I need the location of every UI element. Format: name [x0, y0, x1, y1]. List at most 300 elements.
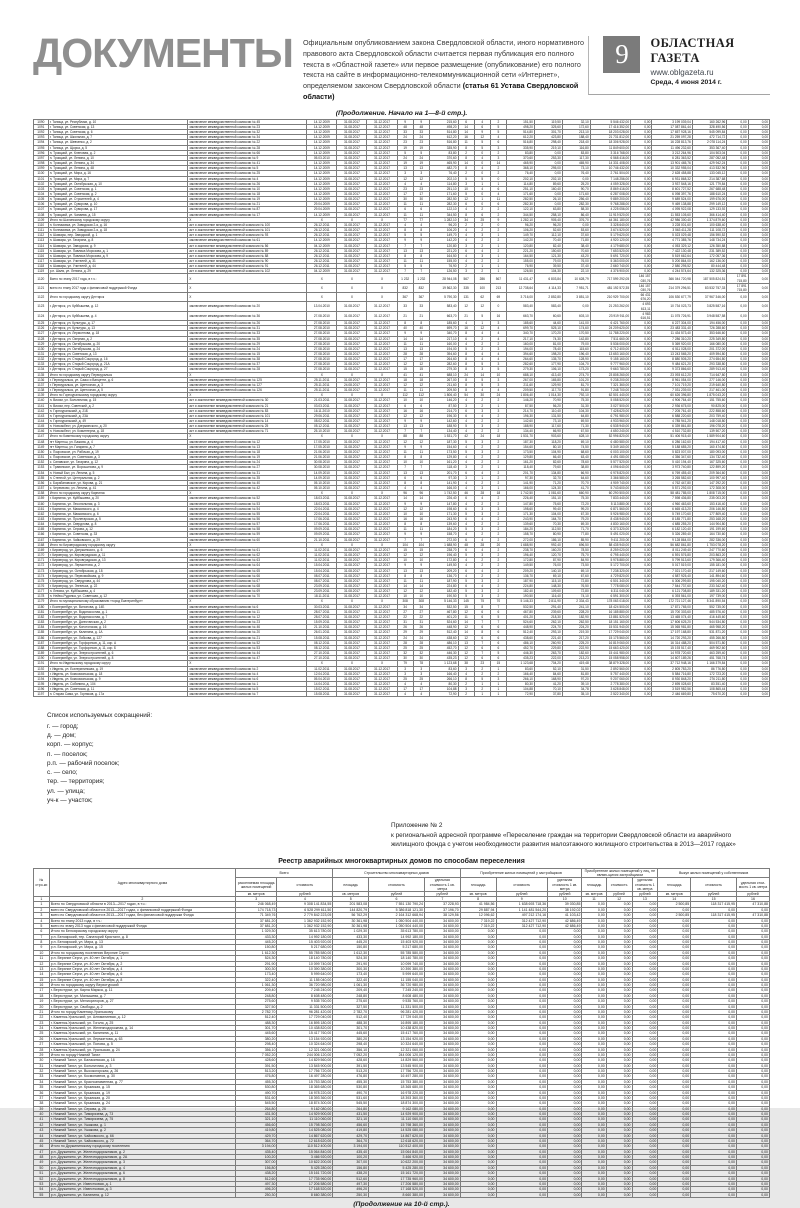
table-cell: 7 — [490, 620, 506, 625]
table-cell: 17 416 352,00 — [590, 124, 630, 129]
table-cell: 12 — [458, 302, 474, 311]
table-cell: 4 244 574,64 — [652, 269, 692, 274]
table-cell: 33 — [34, 1074, 50, 1079]
table-cell: 472 714,72 — [692, 135, 727, 140]
table-cell: 1 — [490, 269, 506, 274]
table-cell: Итого по городу Нижний Тагил — [49, 1052, 235, 1057]
table-cell: 0,00 — [582, 1079, 606, 1084]
table-cell: 8 — [413, 321, 429, 326]
table-cell: 0,00 — [658, 1187, 691, 1192]
table-cell: 38 — [34, 1101, 50, 1106]
table-cell: 75,70 — [562, 553, 590, 558]
table-cell: 4 693 613,11 — [631, 302, 652, 311]
table-cell: 96 — [413, 491, 429, 496]
table-cell: 0,00 — [691, 999, 737, 1004]
table-cell: 134 732,40 — [692, 455, 727, 460]
table-cell: 456,60 — [235, 1122, 277, 1127]
table-cell: 31.08.2017 — [337, 604, 367, 609]
table-cell: 100,20 — [235, 1155, 277, 1160]
table-cell: 0,00 — [748, 351, 769, 356]
table-cell: 27.08.2010 — [307, 336, 337, 341]
table-cell: 0,00 — [727, 145, 748, 150]
table-cell: 262,50 — [562, 620, 590, 625]
table-cell: 12 321 060,00 — [369, 1047, 425, 1052]
table-cell: 263,70 — [534, 651, 562, 656]
table-cell: 188,40 — [562, 135, 590, 140]
table-cell: 0,00 — [737, 1128, 770, 1133]
table-cell: 1 808 715,00 — [692, 491, 727, 496]
table-cell: 8 — [458, 388, 474, 393]
table-cell: 0,00 — [632, 1117, 658, 1122]
table-cell: 4 587 925,40 — [652, 573, 692, 578]
table-cell: 114,80 — [507, 181, 535, 186]
table-cell: 3 — [413, 671, 429, 676]
table-cell: заключение межведомственной комиссии № 7 — [188, 692, 307, 697]
table-cell: 0,00 — [737, 907, 770, 912]
table-cell: 0,00 — [631, 393, 652, 398]
table-cell: 24 — [34, 1026, 50, 1031]
table-cell: 31.08.2017 — [337, 212, 367, 217]
table-cell: 31.12.2017 — [367, 635, 397, 640]
table-cell: 8 608 480,00 — [277, 993, 333, 998]
table-cell: 225 349,80 — [692, 336, 727, 341]
table-cell: 4 225 056,00 — [590, 207, 630, 212]
table-cell: г. Екатеринбург, ул. Торфорезов, д. 11, кор. Б — [48, 645, 188, 650]
table-cell: 43 — [34, 1128, 50, 1133]
table-cell: 55 785 580,00 — [369, 950, 425, 955]
table-cell: 25 — [397, 676, 413, 681]
table-cell: 0,00 — [460, 1171, 496, 1176]
table-cell: 12 321 060,00 — [277, 1047, 333, 1052]
table-cell: 10 — [458, 186, 474, 191]
table-cell: 13 — [413, 248, 429, 253]
table-cell: 12 — [458, 609, 474, 614]
table-header-cell: Приобретение жилых помещений у лиц, не являю-щихся застройщиком — [582, 869, 658, 878]
table-cell: 2 — [490, 573, 506, 578]
table-cell: 514,80 — [429, 130, 458, 135]
table-cell: 31.12.2017 — [367, 573, 397, 578]
table-cell: 0,00 — [632, 1020, 658, 1025]
table-cell: 108 865,44 — [692, 687, 727, 692]
table-cell: 76,00 — [534, 563, 562, 568]
table-cell: 0,00 — [658, 1155, 691, 1160]
table-cell: 202,10 — [429, 176, 458, 181]
table-cell: 34 600,00 — [424, 940, 460, 945]
table-cell: 0,00 — [737, 950, 770, 955]
table-cell: 31.08.2017 — [337, 321, 367, 326]
table-cell: 0,00 — [548, 1063, 582, 1068]
table-cell: г. Нижний Тагил, ул. Крымская, д. 20 — [49, 1095, 235, 1100]
table-cell: 1177 — [34, 589, 49, 594]
table-cell: 39,10 — [562, 681, 590, 686]
table-cell: заключение межведомственной комиссии № 45 — [188, 119, 307, 124]
page-number: 9 — [603, 36, 640, 73]
table-cell: 8 — [458, 155, 474, 160]
table-cell: Итого по городскому округу Карпинск — [48, 491, 188, 496]
table-cell: 9 — [413, 563, 429, 568]
table-cell: 0,00 — [534, 202, 562, 207]
table-cell: 81,80 — [562, 671, 590, 676]
table-cell: 250,30 — [235, 1192, 277, 1197]
table-cell: 0,00 — [748, 217, 769, 222]
table-cell: 0,00 — [548, 1004, 582, 1009]
table-cell: 4 059 328,00 — [590, 181, 630, 186]
table-cell: 39 — [34, 1106, 50, 1111]
table-cell: 429 942,24 — [692, 161, 727, 166]
table-cell: 117,60 — [534, 424, 562, 429]
table-cell: 34 600,00 — [424, 983, 460, 988]
table-cell: 0,00 — [631, 413, 652, 418]
table-cell: 21 — [458, 311, 474, 320]
table-cell: 31.08.2017 — [337, 449, 367, 454]
table-cell: 545 099,84 — [692, 130, 727, 135]
table-cell: 0,00 — [632, 1187, 658, 1192]
table-cell: 14 — [397, 584, 413, 589]
table-cell: 2 — [474, 403, 490, 408]
table-cell: г. Нижний Тагил, ул. Космонавтов, д. 30 — [49, 1074, 235, 1079]
table-cell: 325,60 — [534, 124, 562, 129]
table-cell: 1175 — [34, 578, 49, 583]
table-cell: 446,30 — [507, 651, 535, 656]
table-cell: 77 — [397, 217, 413, 222]
table-cell: 34 600,00 — [424, 1176, 460, 1181]
table-cell: 0,00 — [496, 1187, 548, 1192]
table-cell: 18 — [34, 993, 50, 998]
table-cell: 31.12.2017 — [367, 119, 397, 124]
table-cell: 12 — [413, 439, 429, 444]
annex-line: к региональной адресной программе «Переселение граждан на территории Свердловской области из аварийного — [391, 831, 732, 839]
table-cell: 2 — [474, 228, 490, 233]
table-cell: 34 600,00 — [424, 1079, 460, 1084]
table-cell: 0,00 — [691, 1079, 737, 1084]
table-cell: 1184 — [34, 625, 49, 630]
table-cell: 14.12.2009 — [307, 135, 337, 140]
table-cell: 0,00 — [460, 1026, 496, 1031]
table-cell: 2 — [474, 532, 490, 537]
table-cell: 8 — [413, 522, 429, 527]
table-cell: 30 — [474, 393, 490, 398]
table-cell: 1195 — [34, 681, 49, 686]
table-cell: 3 — [474, 408, 490, 413]
table-cell: 0,00 — [748, 311, 769, 320]
table-cell: 2 446 669,80 — [652, 692, 692, 697]
table-cell: 7 551 130 790,24 — [369, 902, 425, 907]
table-cell: 13 — [413, 470, 429, 475]
table-cell: 18 140 780,00 — [369, 956, 425, 961]
table-cell: 0,00 — [606, 1063, 632, 1068]
table-cell: 6 311 040,00 — [590, 589, 630, 594]
table-cell: 12 — [474, 326, 490, 331]
table-cell: 147,80 — [429, 501, 458, 506]
table-cell: г. Ивдель, ул. Комсомольская, д. 9 — [48, 676, 188, 681]
table-cell: 0,00 — [631, 197, 652, 202]
table-cell: 0,00 — [606, 956, 632, 961]
table-cell: 0,00 — [632, 1149, 658, 1154]
table-cell: 335 — [458, 283, 474, 292]
table-cell: 31.12.2017 — [367, 640, 397, 645]
table-cell: 0,00 — [748, 388, 769, 393]
table-cell: 0,00 — [632, 1074, 658, 1079]
table-cell: 0,00 — [727, 424, 748, 429]
table-cell: г. Нижний Тагил, ул. Тимирязева, д. 75 — [49, 1117, 235, 1122]
table-cell: заключение межведомственной комиссии № 18 — [188, 191, 307, 196]
table-cell: 12.04.2011 — [307, 671, 337, 676]
table-header-cell: 13 — [632, 897, 658, 902]
table-cell: заключение межведомственной комиссии № 42 — [188, 486, 307, 491]
table-cell: 1 875 043,20 — [692, 393, 727, 398]
table-cell: 0,00 — [748, 614, 769, 619]
table-cell: 0,00 — [631, 382, 652, 387]
table-cell: 0,00 — [727, 419, 748, 424]
abbreviation-item: уч-к — участок; — [47, 796, 93, 804]
table-cell: 18 306 928,00 — [590, 140, 630, 145]
table-cell: X — [367, 599, 397, 604]
table-cell: 0,00 — [727, 293, 748, 302]
table-cell: 221,20 — [429, 248, 458, 253]
table-cell: 340,70 — [507, 331, 535, 336]
table-cell: 1 — [490, 692, 506, 697]
table-cell: 112,50 — [534, 527, 562, 532]
table-cell: 0,00 — [658, 1101, 691, 1106]
table-cell: 282,60 — [507, 362, 535, 367]
table-cell: 118 317 415,95 — [691, 902, 737, 907]
table-cell: 7 — [413, 429, 429, 434]
table-cell: 0,00 — [737, 1058, 770, 1063]
table-cell: 34 600,00 — [424, 918, 460, 923]
table-cell: 31.08.2017 — [337, 671, 367, 676]
table-cell: 17 891 715,80 — [727, 274, 748, 283]
table-cell: 7 248 700,00 — [590, 388, 630, 393]
table-cell: 9 308 141 834,55 — [277, 902, 333, 907]
table-cell: X — [188, 217, 307, 222]
table-cell: 14.12.2009 — [307, 145, 337, 150]
table-cell: 31.12.2017 — [367, 145, 397, 150]
table-cell: 1101 — [34, 176, 49, 181]
table-cell: 0,00 — [691, 993, 737, 998]
table-cell: Итого по Кировградскому городскому округу — [48, 542, 188, 547]
table-cell: 27.08.2010 — [307, 311, 337, 320]
table-cell: 164,50 — [507, 253, 535, 258]
table-cell: 0,00 — [631, 207, 652, 212]
table-cell: 28 — [34, 1047, 50, 1052]
table-cell: Всего по этапу 2017 года, в т.ч.: — [48, 274, 188, 283]
table-cell: 6 — [458, 408, 474, 413]
table-cell: 0,00 — [548, 977, 582, 982]
table-cell: 0,00 — [691, 1074, 737, 1079]
table-cell: 29.04.2009 — [307, 207, 337, 212]
table-cell: 70,40 — [534, 238, 562, 243]
table-cell: 0,00 — [606, 929, 632, 934]
table-cell: г. Первоуральск, ул. Сакко и Ванцетти, д. 6 — [48, 377, 188, 382]
table-cell: 2 — [490, 578, 506, 583]
table-cell: 0,00 — [748, 506, 769, 511]
table-cell: 12 — [413, 506, 429, 511]
table-cell: 165,80 — [534, 377, 562, 382]
table-cell: 31.08.2017 — [337, 573, 367, 578]
table-cell: 31.08.2017 — [337, 166, 367, 171]
table-cell: 40 — [413, 326, 429, 331]
table-cell: заключение межведомственной комиссии № 22 — [188, 140, 307, 145]
table-cell: 14 — [458, 124, 474, 129]
table-cell: 31.08.2017 — [337, 145, 367, 150]
table-cell: 28 944,08 — [429, 274, 458, 283]
table-cell: 0,00 — [606, 1171, 632, 1176]
table-header-cell: 12 — [606, 897, 632, 902]
table-cell: акт и заключение межведомственной комиссии № 25 — [188, 424, 307, 429]
table-cell: 0,00 — [606, 1015, 632, 1020]
table-cell: 22 — [397, 614, 413, 619]
table-cell: 5 — [474, 377, 490, 382]
table-cell: 31.08.2017 — [337, 331, 367, 336]
table-cell: 15.08.2011 — [307, 692, 337, 697]
table-cell: заключение межведомственной комиссии № 60 — [188, 537, 307, 542]
table-cell: 2 — [474, 444, 490, 449]
table-cell: п. Левиха, ул. Куйбышева, д. 4 — [48, 589, 188, 594]
table-cell: 0,00 — [631, 666, 652, 671]
table-cell: 17 756 720,00 — [277, 1069, 333, 1074]
table-cell: 2 — [490, 150, 506, 155]
table-cell: 344,50 — [507, 212, 535, 217]
table-cell: 0,00 — [748, 527, 769, 532]
table-cell: 4 — [397, 486, 413, 491]
table-cell: 11 110 060,00 — [277, 1117, 333, 1122]
table-cell: 512,60 — [333, 1176, 369, 1181]
table-cell: 25.11.2011 — [307, 388, 337, 393]
table-cell: 455 266,80 — [692, 635, 727, 640]
table-cell: р.п. Дружинино, ул. Железнодорожников, д. 6 — [49, 1171, 235, 1176]
table-cell: 83,60 — [429, 666, 458, 671]
table-cell: г. Карпинск, ул. Пролетарская, д. 5 — [48, 516, 188, 521]
table-cell: 111 108,72 — [692, 228, 727, 233]
table-cell: 21 — [397, 311, 413, 320]
table-cell: 0,00 — [727, 532, 748, 537]
table-cell: 2 — [474, 243, 490, 248]
table-cell: 3 — [474, 424, 490, 429]
table-cell: 4 — [490, 388, 506, 393]
table-cell: 3 316 768,00 — [590, 150, 630, 155]
table-cell: 14 — [413, 584, 429, 589]
table-cell: 0,00 — [632, 945, 658, 950]
table-cell: 238,70 — [429, 547, 458, 552]
table-cell: 321,10 — [333, 1117, 369, 1122]
page-header — [33, 30, 770, 103]
table-cell: 583,40 — [534, 302, 562, 311]
table-cell: 3 — [458, 269, 474, 274]
table-cell: 24 — [413, 155, 429, 160]
table-cell: 0,00 — [737, 1095, 770, 1100]
table-cell: 31.08.2017 — [337, 403, 367, 408]
table-cell: 0,00 — [727, 563, 748, 568]
table-cell: 5 999 640,00 — [369, 972, 425, 977]
table-cell: 62 — [474, 293, 490, 302]
table-cell: акт и заключение межведомственной комиссии № 71 — [188, 429, 307, 434]
paper-info — [650, 36, 770, 86]
table-cell: 34 600,00 — [424, 961, 460, 966]
table-cell: 203 759,40 — [692, 413, 727, 418]
table-cell: 56,20 — [534, 403, 562, 408]
table-cell: 0,00 — [460, 1085, 496, 1090]
table-cell: 0,00 — [582, 1112, 606, 1117]
table-cell: 0,00 — [727, 253, 748, 258]
table-cell: 34 600,00 — [424, 999, 460, 1004]
table-cell: 2 778 380,00 — [590, 681, 630, 686]
table-cell: 187,90 — [507, 578, 535, 583]
table-cell: 476,80 — [235, 1074, 277, 1079]
table-cell: 300,30 — [235, 966, 277, 971]
table-cell: 0,00 — [496, 972, 548, 977]
table-cell: 2 — [490, 171, 506, 176]
table-cell: 8 660 380,00 — [277, 1192, 333, 1197]
table-cell: 0,00 — [460, 1042, 496, 1047]
table-cell: 1 — [490, 465, 506, 470]
table-cell: 1168 — [34, 542, 49, 547]
table-cell: 84,90 — [562, 558, 590, 563]
table-cell: заключение межведомственной комиссии № 31 — [188, 326, 307, 331]
table-cell: 0,00 — [632, 983, 658, 988]
table-cell: 16 — [413, 408, 429, 413]
table-cell: 56 682 861,80 — [652, 542, 692, 547]
table-cell: заключение межведомственной комиссии № 35 — [188, 336, 307, 341]
table-cell: 133 045,12 — [692, 171, 727, 176]
table-cell: 3 — [458, 475, 474, 480]
table-cell: 158,70 — [507, 532, 535, 537]
table-cell: 31.12.2017 — [367, 181, 397, 186]
table-cell: 17.05.2010 — [307, 439, 337, 444]
table-cell: 0,00 — [727, 527, 748, 532]
table-cell: 0,00 — [748, 413, 769, 418]
table-cell: 78,60 — [562, 460, 590, 465]
table-cell: 122,10 — [507, 207, 535, 212]
table-cell: 9 — [413, 444, 429, 449]
table-cell: 0,00 — [658, 1031, 691, 1036]
table-cell: 0,00 — [606, 1106, 632, 1111]
table-cell: 55 — [34, 1192, 50, 1197]
table-cell: 0,00 — [727, 614, 748, 619]
table-cell: 456,60 — [333, 1122, 369, 1127]
table-cell: 0,00 — [548, 1036, 582, 1041]
table-cell: Итого по Дружининскому городскому поселению — [49, 1144, 235, 1149]
table-cell: 0,00 — [727, 651, 748, 656]
table-cell: 1182 — [34, 614, 49, 619]
table-cell: 0,00 — [631, 480, 652, 485]
table-cell: 214 387,68 — [692, 176, 727, 181]
table-cell: 2 — [474, 346, 490, 351]
table-cell: 160,20 — [534, 547, 562, 552]
table-cell: 0,00 — [632, 1144, 658, 1149]
table-cell: 247 770,60 — [692, 547, 727, 552]
table-cell: 224,80 — [429, 584, 458, 589]
table-cell: 19 — [397, 161, 413, 166]
table-cell: 196,40 — [429, 553, 458, 558]
table-cell: 75,30 — [562, 496, 590, 501]
table-cell: 455,30 — [333, 1079, 369, 1084]
table-cell: 34 600,00 — [424, 1155, 460, 1160]
table-cell: 0,00 — [496, 1042, 548, 1047]
table-cell: 16 819 060,00 — [590, 640, 630, 645]
table-cell: X — [307, 599, 337, 604]
aварийные-дома-register-table — [33, 119, 770, 698]
table-cell: 11 434 573,40 — [652, 331, 692, 336]
table-header-cell: удельная стоимость 1 кв. метра — [548, 878, 582, 892]
table-cell: 0,00 — [631, 645, 652, 650]
table-cell: 0,00 — [727, 470, 748, 475]
table-cell: 5 — [490, 651, 506, 656]
table-cell: 0,00 — [727, 217, 748, 222]
table-cell: 514,80 — [507, 130, 535, 135]
table-cell: 5 — [474, 145, 490, 150]
table-cell: 24 209 620,00 — [590, 326, 630, 331]
table-cell: 12 — [397, 382, 413, 387]
